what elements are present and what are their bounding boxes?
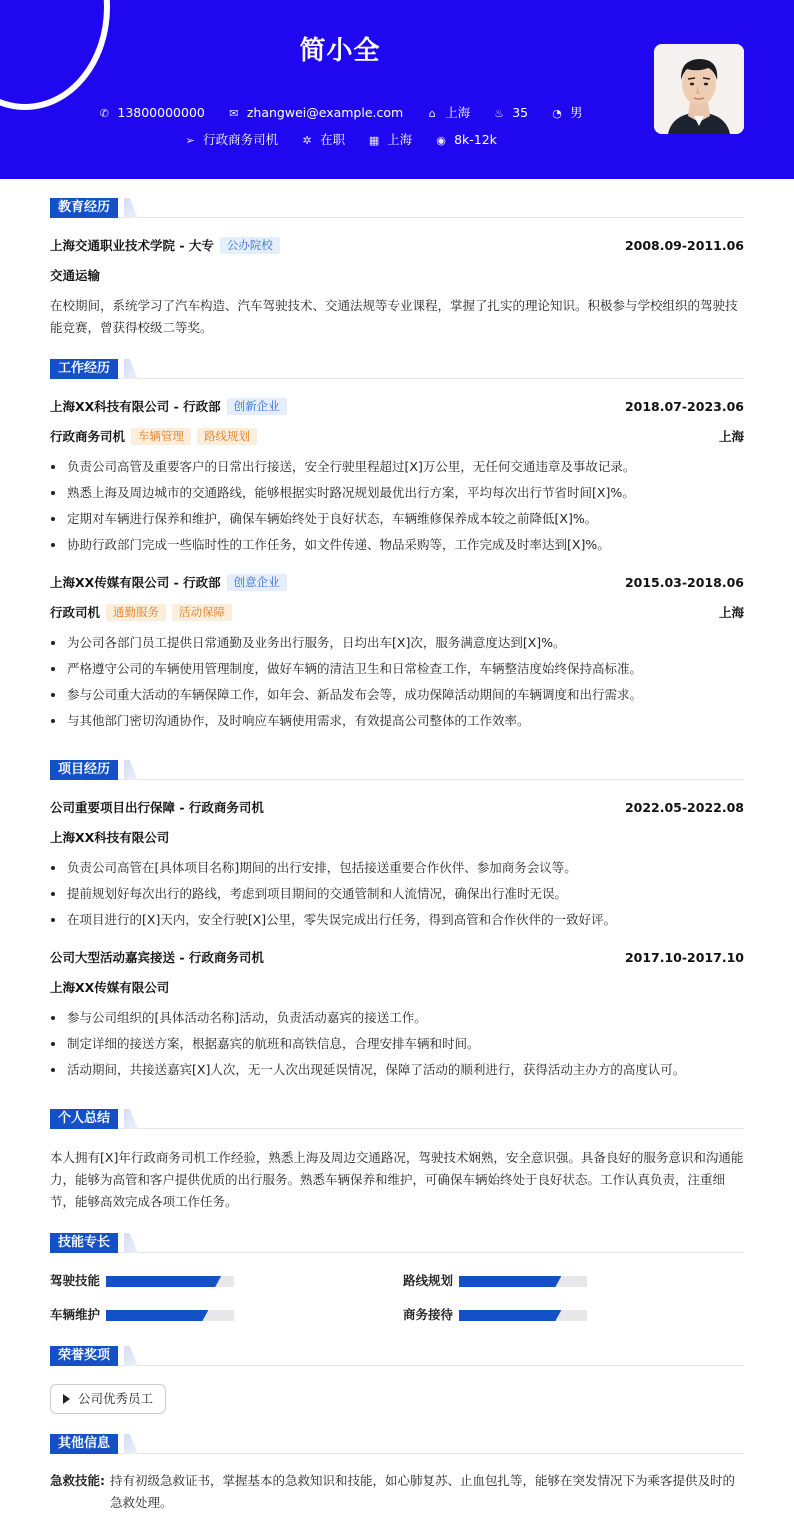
list-item: 负责公司高管及重要客户的日常出行接送，安全行驶里程超过[X]万公里，无任何交通违章及事故记录。 [50,454,744,480]
role-tag: 车辆管理 [131,428,191,445]
cake-icon: ♨ [494,107,505,120]
gender-item [550,103,583,121]
list-item: 严格遵守公司的车辆使用管理制度，做好车辆的清洁卫生和日常检查工作，车辆整洁度始终保持高标准。 [50,656,744,682]
skill-bar [106,1310,234,1321]
gender-icon: ◔ [552,107,562,120]
section-other [50,1434,744,1454]
skill-item [50,1308,100,1322]
project-title: 公司大型活动嘉宾接送 - 行政商务司机 [50,950,264,965]
work-2-role [50,604,744,622]
list-item: 制定详细的接送方案，根据嘉宾的航班和高铁信息，合理安排车辆和时间。 [50,1031,744,1057]
role-tag: 活动保障 [172,604,232,621]
work-period: 2015.03-2018.06 [624,575,744,590]
gear-icon: ✲ [302,134,312,147]
skill-name: 商务接待 [403,1307,454,1322]
section-title-skills: 技能专长 [50,1233,118,1253]
mail-icon: ✉ [229,107,239,120]
position-value: 行政商务司机 [203,132,279,147]
work-city: 上海 [718,429,744,444]
contact-row [0,103,680,121]
phone-item [97,105,204,120]
section-tail [124,1233,138,1253]
other-info-item [50,1470,744,1514]
section-work [50,359,744,379]
location-value: 上海 [445,105,471,120]
list-item: 活动期间，共接送嘉宾[X]人次，无一人次出现延误情况，保障了活动的顺利进行，获得活动主办方的高度认可。 [50,1057,744,1083]
section-education [50,198,744,218]
section-tail [124,359,138,379]
school-name: 上海交通职业技术学院 - 大专 [50,238,214,253]
project-period: 2022.05-2022.08 [624,800,744,815]
age-value: 35 [512,105,529,120]
skill-item [50,1274,100,1288]
candidate-name: 简小全 [299,36,381,66]
work-1-role [50,428,744,446]
section-title-work: 工作经历 [50,359,118,379]
section-tail [124,1434,138,1454]
salary-value: 8k-12k [454,132,497,147]
phone-value: 13800000000 [117,105,205,120]
avatar-illustration [654,44,744,134]
skill-item [403,1274,453,1288]
section-tail [124,1346,138,1366]
work-city: 上海 [718,605,744,620]
work-2-header [50,574,744,592]
project-period: 2017.10-2017.10 [624,950,744,965]
city-item [367,130,412,148]
section-tail [124,760,138,780]
award-label: 公司优秀员工 [78,1391,154,1406]
company-tag: 创意企业 [227,574,287,591]
play-triangle-icon [63,1394,70,1404]
section-skills [50,1233,744,1253]
work-1-header [50,398,744,416]
section-tail [124,1109,138,1129]
skill-bar [106,1276,234,1287]
section-title-summary: 个人总结 [50,1109,118,1129]
other-info-value: 持有初级急救证书，掌握基本的急救知识和技能，如心肺复苏、止血包扎等，能够在突发情况下为乘客提供及时的急救处理。 [110,1473,736,1510]
section-tail [124,198,138,218]
section-title-other: 其他信息 [50,1434,118,1454]
job-intent-row [0,130,680,148]
list-item: 协助行政部门完成一些临时性的工作任务，如文件传递、物品采购等，工作完成及时率达到[X]%。 [50,532,744,558]
age-item [492,105,528,120]
section-awards [50,1346,744,1366]
project-1-bullets [50,855,744,933]
skill-name: 驾驶技能 [50,1273,101,1288]
money-icon: ◉ [436,134,446,147]
list-item: 与其他部门密切沟通协作，及时响应车辆使用需求，有效提高公司整体的工作效率。 [50,708,744,734]
work-company: 上海XX传媒有限公司 - 行政部 [50,575,221,590]
work-period: 2018.07-2023.06 [624,399,744,414]
work-role: 行政商务司机 [50,429,126,444]
resume-header [0,0,794,179]
status-item [300,130,345,148]
skill-bar-fill [106,1310,208,1321]
list-item: 熟悉上海及周边城市的交通路线，能够根据实时路况规划最优出行方案，平均每次出行节省时间[X]%。 [50,480,744,506]
avatar [654,44,744,134]
section-summary [50,1109,744,1129]
list-item: 定期对车辆进行保养和维护，确保车辆始终处于良好状态，车辆维修保养成本较之前降低[X]%。 [50,506,744,532]
city-value: 上海 [387,132,413,147]
email-item [227,105,403,120]
role-tag: 路线规划 [197,428,257,445]
gender-value: 男 [570,105,583,120]
project-2-bullets [50,1005,744,1083]
skill-bar [459,1310,587,1321]
education-description: 在校期间，系统学习了汽车构造、汽车驾驶技术、交通法规等专业课程，掌握了扎实的理论知识。积极参与学校组织的驾驶技能竞赛，曾获得校级二等奖。 [50,298,738,335]
list-item: 在项目进行的[X]天内，安全行驶[X]公里，零失误完成出行任务，得到高管和合作伙伴的一致好评。 [50,907,744,933]
skill-name: 路线规划 [403,1273,454,1288]
send-icon: ➢ [185,134,195,147]
salary-item [434,132,497,147]
project-company: 上海XX传媒有限公司 [50,980,170,995]
work-1-bullets [50,454,744,558]
list-item: 负责公司高管在[具体项目名称]期间的出行安排，包括接送重要合作伙伴、参加商务会议等。 [50,855,744,881]
skill-bar-fill [459,1276,561,1287]
status-value: 在职 [320,132,346,147]
home-icon: ⌂ [428,107,436,120]
skill-bar [459,1276,587,1287]
skill-name: 车辆维护 [50,1307,101,1322]
position-item [183,130,278,148]
work-company: 上海XX科技有限公司 - 行政部 [50,399,221,414]
award-item[interactable] [50,1384,166,1414]
email-value: zhangwei@example.com [246,105,404,120]
phone-icon: ✆ [99,107,109,120]
skill-item [403,1308,453,1322]
other-info-label: 急救技能: [50,1473,105,1488]
work-role: 行政司机 [50,605,101,620]
project-title: 公司重要项目出行保障 - 行政商务司机 [50,800,264,815]
company-tag: 创新企业 [227,398,287,415]
role-tag: 通勤服务 [106,604,166,621]
list-item: 提前规划好每次出行的路线，考虑到项目期间的交通管制和人流情况，确保出行准时无误。 [50,881,744,907]
list-item: 参与公司重大活动的车辆保障工作，如年会、新品发布会等，成功保障活动期间的车辆调度和出行需求。 [50,682,744,708]
location-item [425,103,470,121]
work-2-bullets [50,630,744,734]
section-title-project: 项目经历 [50,760,118,780]
skill-bar-fill [459,1310,561,1321]
education-header [50,237,744,255]
section-project [50,760,744,780]
education-period: 2008.09-2011.06 [624,238,744,253]
list-item: 为公司各部门员工提供日常通勤及业务出行服务，日均出车[X]次，服务满意度达到[X]%。 [50,630,744,656]
summary-text: 本人拥有[X]年行政商务司机工作经验，熟悉上海及周边交通路况，驾驶技术娴熟，安全意识强。具备良好的服务意识和沟通能力，能够为高管和客户提供优质的出行服务。熟悉车辆保养和维护，可确保车辆始终处于良好状态。工作认真负责，注重细节，能够高效完成各项工作任务。 [50,1150,744,1209]
section-title-awards: 荣誉奖项 [50,1346,118,1366]
skill-bar-fill [106,1276,221,1287]
education-major: 交通运输 [50,268,101,283]
project-1-header [50,799,744,817]
section-title-education: 教育经历 [50,198,118,218]
list-item: 参与公司组织的[具体活动名称]活动，负责活动嘉宾的接送工作。 [50,1005,744,1031]
project-2-header [50,949,744,967]
project-company: 上海XX科技有限公司 [50,830,170,845]
building-icon: ▦ [368,134,380,147]
school-tag: 公办院校 [220,237,280,254]
